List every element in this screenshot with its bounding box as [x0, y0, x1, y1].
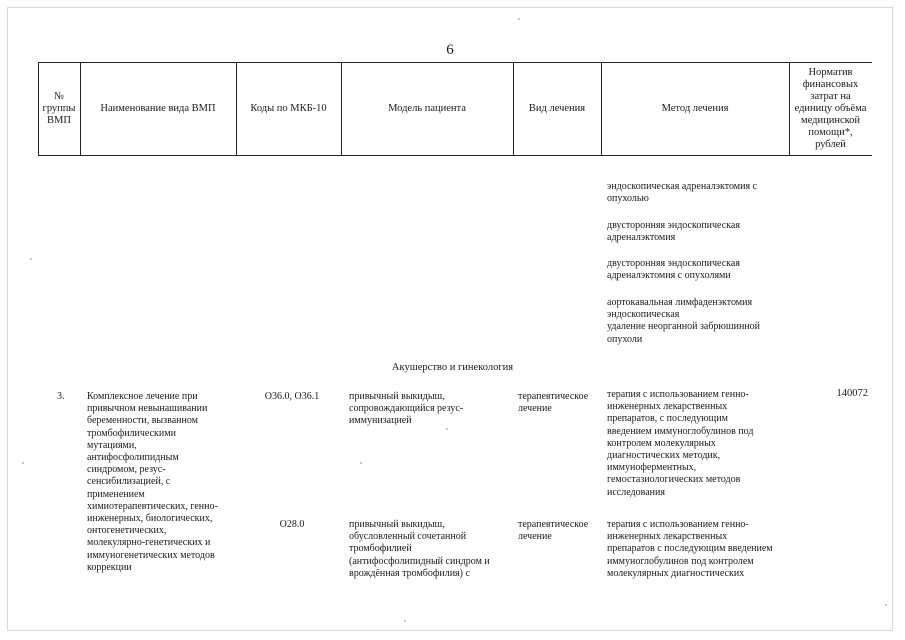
- row-treatment-method: терапия с использованием генно- инженерных лекарственных препаратов, с последующим введением иммуноглобулинов под контролем молекулярных диагностических методик, иммуноферментных, гемостазиологических методов исследования: [607, 389, 754, 498]
- row-patient-model: привычный выкидыш, обусловленный сочетанной тромбофилией (антифосфолипидный синдром и врождённая тромбофилия) с: [349, 519, 490, 579]
- header-cell-name: Наименование вида ВМП: [100, 102, 216, 114]
- scan-speckle: [446, 428, 448, 430]
- row-treatment-type: терапевтическое лечение: [518, 391, 589, 415]
- header-cell-cost: Норматив финансовых затрат на единицу объёма медицинской помощи*, рублей: [794, 66, 867, 150]
- scan-speckle: [518, 18, 520, 20]
- header-cell-group: № группы ВМП: [42, 90, 76, 126]
- page-number: 6: [446, 42, 454, 58]
- row-vmp-name: Комплексное лечение при привычном невынашивании беременности, вызванном тромбофилическими мутациями, антифосфолипидным синдромом, резус- сенсибилизацией, с применением химиотерапевтических, генно- инженерных, биологических, онтогенетических, молекулярно-генетических и иммуногенетических методов коррекции: [87, 391, 218, 573]
- row-mkb-codes: O28.0: [279, 519, 305, 530]
- continued-method-item: двусторонняя эндоскопическая адреналэктомия: [607, 220, 740, 244]
- row-group-number: 3.: [57, 391, 65, 402]
- scan-speckle: [885, 604, 887, 606]
- row-cost: 140072: [836, 388, 868, 399]
- continued-method-item: аортокавальная лимфаденэктомия эндоскопическая удаление неорганной забрюшинной опухоли: [607, 297, 760, 345]
- header-cell-model: Модель пациента: [388, 102, 466, 114]
- scan-speckle: [404, 620, 406, 622]
- continued-method-item: двусторонняя эндоскопическая адреналэктомия с опухолями: [607, 258, 740, 282]
- row-patient-model: привычный выкидыш, сопровождающийся резус- иммунизацией: [349, 391, 464, 427]
- table-header-bottom-border: [38, 155, 872, 156]
- section-title: Акушерство и гинекология: [391, 362, 514, 373]
- header-cell-method: Метод лечения: [661, 102, 729, 114]
- scan-speckle: [22, 462, 24, 464]
- scan-speckle: [360, 462, 362, 464]
- header-cell-codes: Коды по МКБ-10: [250, 102, 327, 114]
- header-cell-treatment: Вид лечения: [528, 102, 586, 114]
- row-treatment-method: терапия с использованием генно- инженерных лекарственных препаратов с последующим введением иммуноглобулинов под контролем молекулярных диагностических: [607, 519, 773, 579]
- row-mkb-codes: O36.0, O36.1: [264, 391, 320, 402]
- row-treatment-type: терапевтическое лечение: [518, 519, 589, 543]
- scan-speckle: [30, 258, 32, 260]
- continued-method-item: эндоскопическая адреналэктомия с опухолью: [607, 181, 757, 205]
